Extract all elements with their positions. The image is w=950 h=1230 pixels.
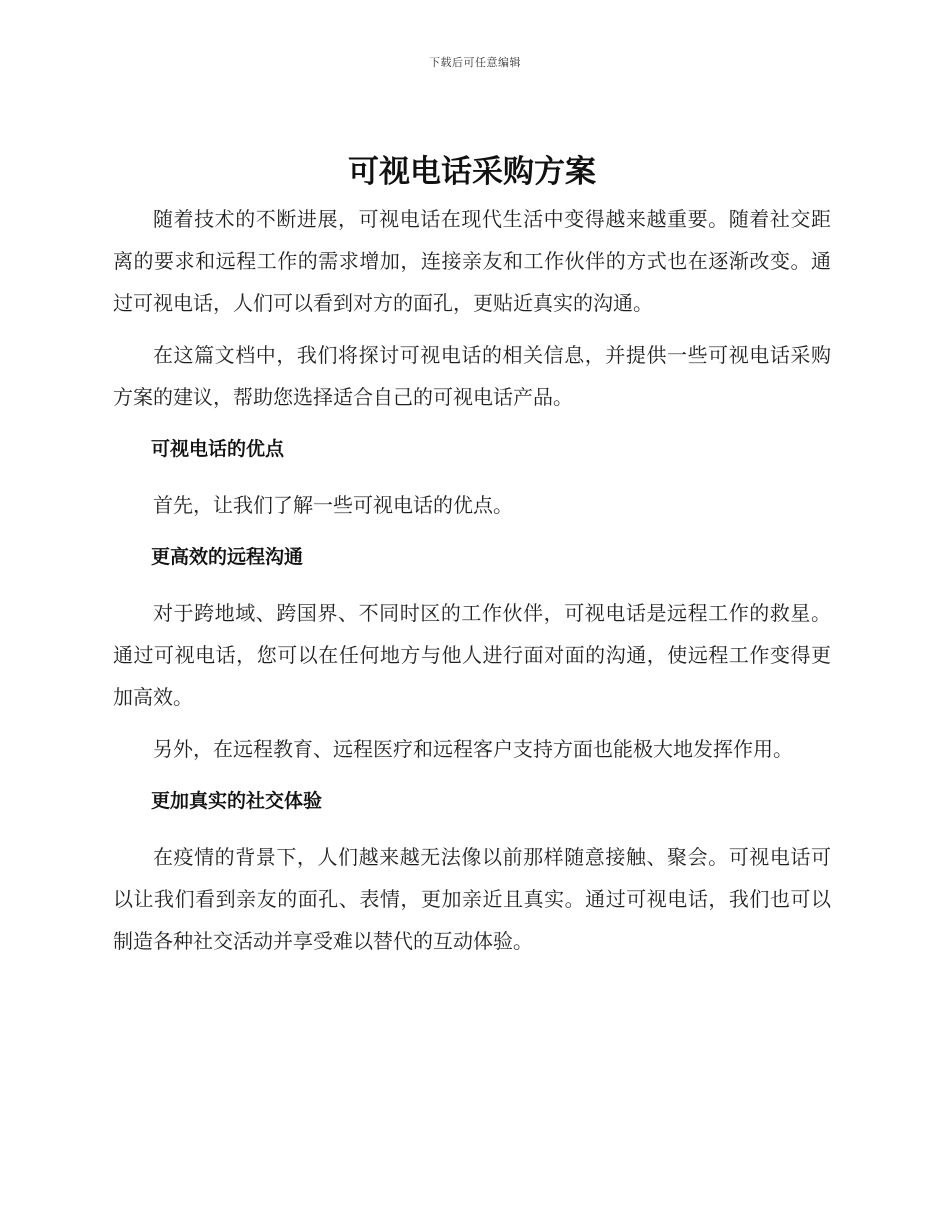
document-title: 可视电话采购方案 [348,154,596,190]
section-heading-advantages: 可视电话的优点 [151,438,285,460]
section-heading-social: 更加真实的社交体验 [151,790,323,812]
social-paragraph-1: 在疫情的背景下，人们越来越无法像以前那样随意接触、聚会。可视电话可以让我们看到亲友的面孔、表情，更加亲近且真实。通过可视电话，我们也可以制造各种社交活动并享受难以替代的互动体验。 [113,845,831,953]
remote-paragraph-1: 对于跨地域、跨国界、不同时区的工作伙伴，可视电话是远程工作的救星。通过可视电话，您可以在任何地方与他人进行面对面的沟通，使远程工作变得更加高效。 [113,601,831,709]
intro-paragraph-2: 在这篇文档中，我们将探讨可视电话的相关信息，并提供一些可视电话采购方案的建议，帮助您选择适合自己的可视电话产品。 [113,343,831,409]
section-heading-remote: 更高效的远程沟通 [151,546,304,568]
header-note: 下载后可任意编辑 [429,56,521,69]
remote-paragraph-2: 另外，在远程教育、远程医疗和远程客户支持方面也能极大地发挥作用。 [153,737,793,761]
intro-paragraph-1: 随着技术的不断进展，可视电话在现代生活中变得越来越重要。随着社交距离的要求和远程工作的需求增加，连接亲友和工作伙伴的方式也在逐渐改变。通过可视电话，人们可以看到对方的面孔，更贴近真实的沟通。 [113,207,831,315]
document-body [113,150,831,972]
advantages-paragraph: 首先，让我们了解一些可视电话的优点。 [153,493,513,517]
